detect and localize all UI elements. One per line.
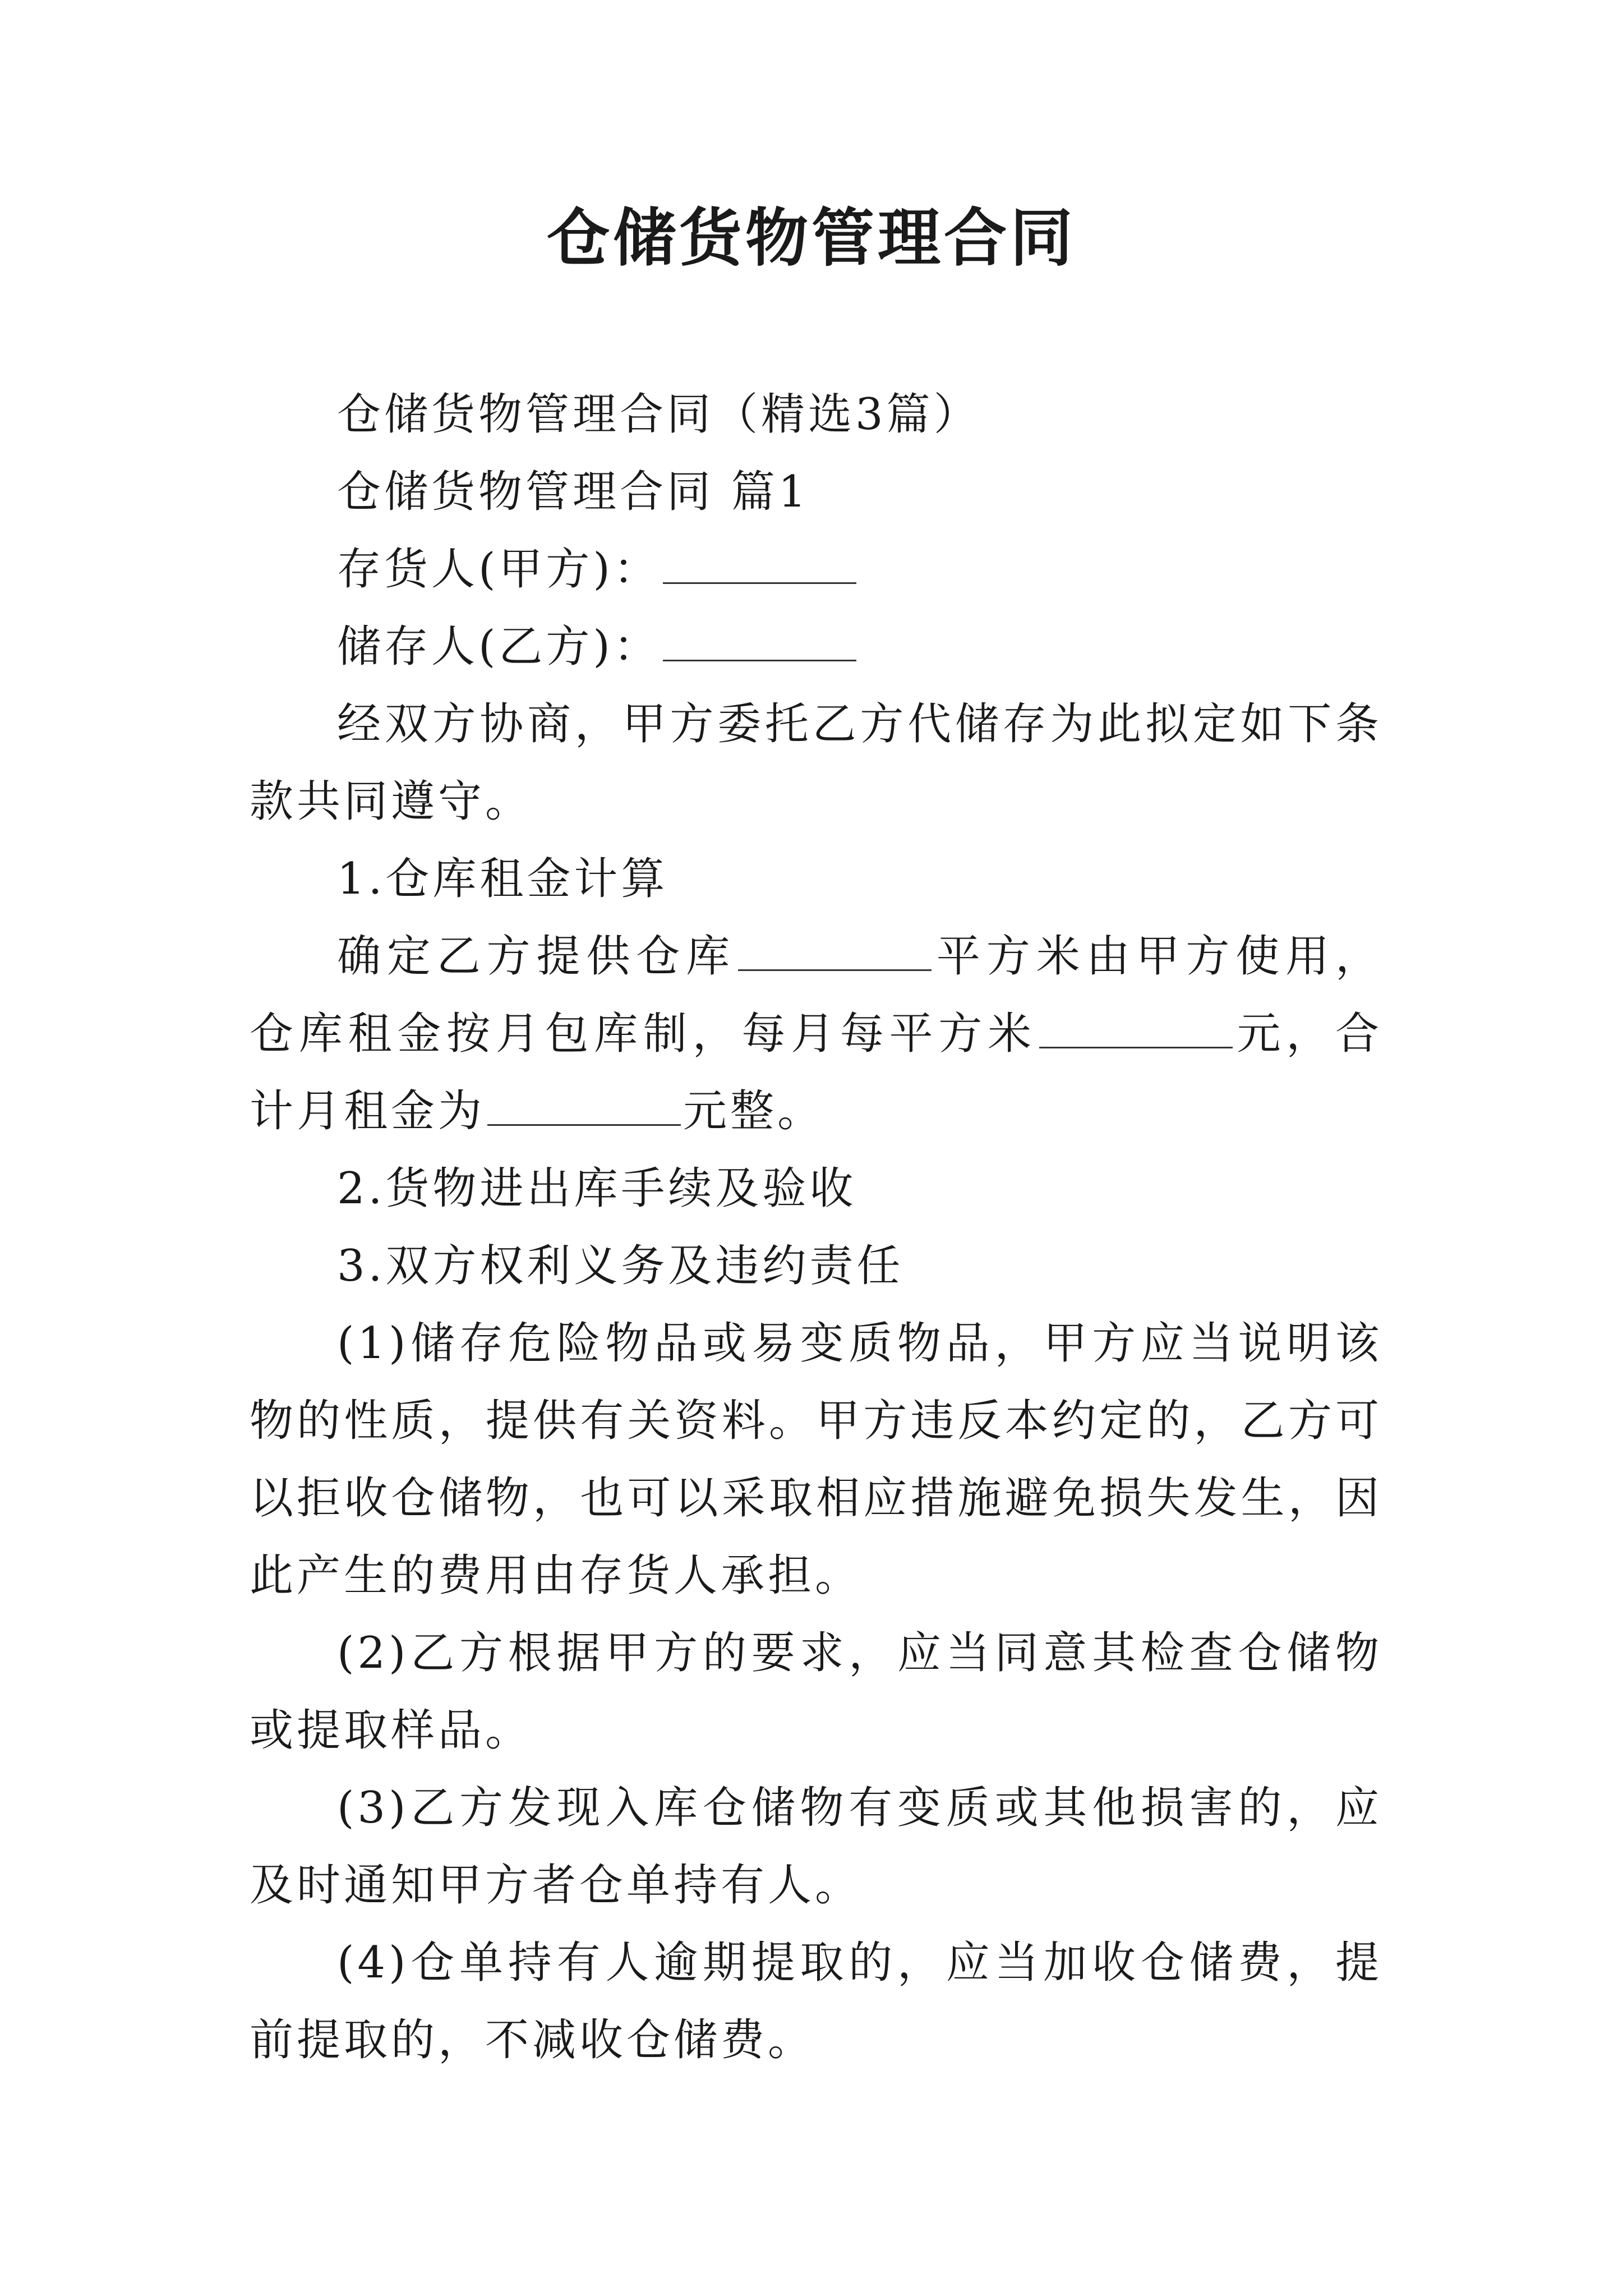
clause3-item-1: (1)储存危险物品或易变质物品，甲方应当说明该物的性质，提供有关资料。甲方违反本约定的，乙方可以拒收仓储物，也可以采取相应措施避免损失发生，因此产生的费用由存货人承担。 [250,1318,1382,1601]
clause3-item-4: (4)仓单持有人逾期提取的，应当加收仓储费，提前提取的，不减收仓储费。 [250,1938,1382,2065]
section-heading: 仓储货物管理合同 篇1 [337,467,810,517]
clause3-item-2: (2)乙方根据甲方的要求，应当同意其检查仓储物或提取样品。 [250,1628,1382,1756]
unit-price-blank [1039,1009,1233,1048]
area-blank [738,931,932,971]
intro-paragraph: 经双方协商，甲方委托乙方代储存为此拟定如下条款共同遵守。 [250,699,1382,827]
document-title: 仓储货物管理合同 [547,201,1076,275]
clause3-heading: 3.双方权利义务及违约责任 [337,1241,904,1291]
clause1-heading: 1.仓库租金计算 [337,854,668,904]
document-subtitle: 仓储货物管理合同（精选3篇） [337,389,981,440]
party-a-blank [663,544,856,584]
clause1-text-2: 平方米由甲方使用，仓库租金按月包库制，每月每平方米 [250,931,1382,1059]
document-body [250,376,1382,2079]
party-b-label: 储存人(乙方)： [337,622,661,672]
party-a-line [250,531,1382,608]
clause3-item-3: (3)乙方发现入库仓储物有变质或其他损害的，应及时通知甲方者仓单持有人。 [250,1783,1382,1911]
clause1-text-4: 元整。 [683,1086,825,1137]
party-b-line [250,608,1382,685]
clause1-paragraph [250,918,1382,1150]
party-a-label: 存货人(甲方)： [337,544,661,595]
clause2-heading: 2.货物进出库手续及验收 [337,1163,857,1214]
party-b-blank [663,622,856,661]
clause1-text-1: 确定乙方提供仓库 [337,931,736,982]
total-rent-blank [487,1086,681,1126]
clause1-text-3: 元，合计月租金为 [250,1009,1382,1137]
